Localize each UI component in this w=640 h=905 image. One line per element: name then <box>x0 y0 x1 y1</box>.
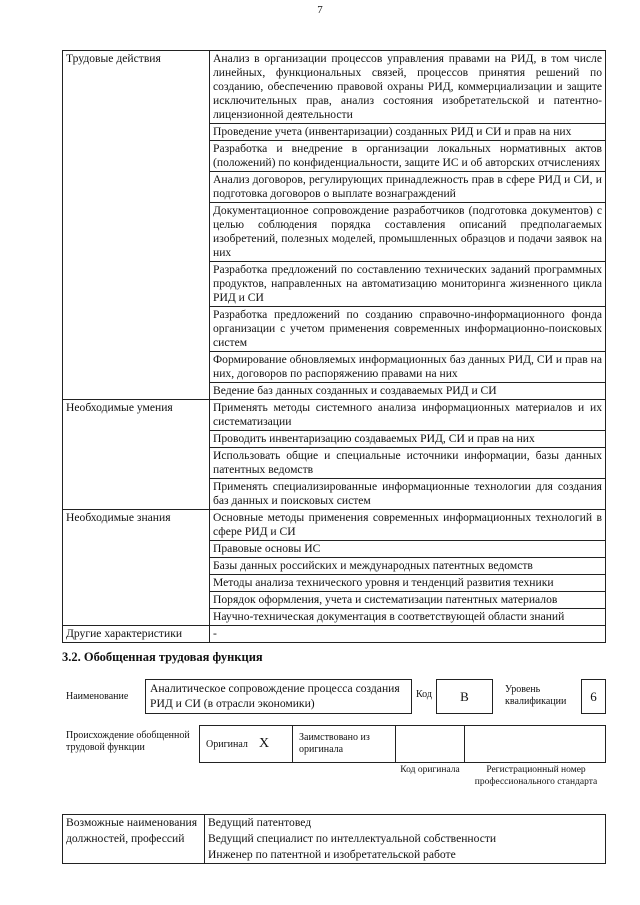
row-label-continuation <box>63 172 210 203</box>
row-value: Использовать общие и специальные источники информации, базы данных патентных ведомств <box>210 448 606 479</box>
row-value: Применять методы системного анализа информационных материалов и их систематизации <box>210 400 606 431</box>
origin-label: Происхождение обобщенной трудовой функции <box>66 730 190 753</box>
labor-function-table <box>62 50 606 643</box>
table-row <box>63 172 606 203</box>
table-row <box>63 448 606 479</box>
row-value: Разработка и внедрение в организации локальных нормативных актов (положений) по конфиденциальности, защите ИС и об авторских отчислениях <box>210 141 606 172</box>
section-title: 3.2. Обобщенная трудовая функция <box>62 650 263 664</box>
code-value: B <box>460 689 469 704</box>
table-row <box>63 558 606 575</box>
row-label-continuation <box>63 141 210 172</box>
code-original-caption: Код оригинала <box>400 765 460 775</box>
level-value: 6 <box>590 689 597 704</box>
position-item: Инженер по патентной и изобретательской работе <box>205 847 606 864</box>
row-label-continuation <box>63 203 210 262</box>
borrowed-label: Заимствовано из оригинала <box>299 732 370 755</box>
row-label: Трудовые действия <box>63 51 210 124</box>
original-label: Оригинал <box>206 739 248 750</box>
row-label-continuation <box>63 431 210 448</box>
table-row <box>63 307 606 352</box>
table-row <box>63 510 606 541</box>
original-box <box>199 725 293 763</box>
row-label-continuation <box>63 307 210 352</box>
table-row <box>63 609 606 626</box>
borrowed-box <box>292 725 396 763</box>
level-value-box <box>581 679 606 714</box>
row-label-continuation <box>63 609 210 626</box>
positions-table <box>62 814 606 864</box>
table-row <box>63 626 606 643</box>
table-row <box>63 124 606 141</box>
name-value-box <box>145 679 412 714</box>
original-mark: X <box>259 736 270 751</box>
row-value: Анализ договоров, регулирующих принадлежность прав в сфере РИД и СИ, и подготовка договоров о выплате вознаграждений <box>210 172 606 203</box>
reg-number-caption: Регистрационный номер профессионального стандарта <box>474 765 598 787</box>
row-label: Необходимые умения <box>63 400 210 431</box>
table-row <box>63 592 606 609</box>
row-value: Ведение баз данных созданных и создаваемых РИД и СИ <box>210 383 606 400</box>
row-label-continuation <box>63 575 210 592</box>
row-value: Проводить инвентаризацию создаваемых РИД, СИ и прав на них <box>210 431 606 448</box>
row-value: Базы данных российских и международных патентных ведомств <box>210 558 606 575</box>
positions-label: Возможные наименования должностей, профессий <box>63 815 205 864</box>
row-value: Методы анализа технического уровня и тенденций развития техники <box>210 575 606 592</box>
table-row <box>63 203 606 262</box>
row-value: Формирование обновляемых информационных баз данных РИД, СИ и прав на них, договоров по распоряжению правами на них <box>210 352 606 383</box>
row-value: Разработка предложений по составлению технических заданий программных продуктов, направленных на автоматизацию мониторинга жизненного цикла РИД и СИ <box>210 262 606 307</box>
row-value: Правовые основы ИС <box>210 541 606 558</box>
row-label-continuation <box>63 383 210 400</box>
table-row <box>63 431 606 448</box>
table-row <box>63 400 606 431</box>
position-item: Ведущий специалист по интеллектуальной собственности <box>205 831 606 847</box>
reg-number-box <box>464 725 606 763</box>
name-value: Аналитическое сопровождение процесса создания РИД и СИ (в отрасли экономики) <box>150 682 400 710</box>
row-value: Научно-техническая документация в соответствующей области знаний <box>210 609 606 626</box>
row-label-continuation <box>63 262 210 307</box>
row-label-continuation <box>63 479 210 510</box>
row-value: Документационное сопровождение разработчиков (подготовка документов) с целью соблюдения порядка составления описаний предполагаемых изобретений, полезных моделей, промышленных образцов и подачи заявок на них <box>210 203 606 262</box>
level-label: Уровень квалификации <box>505 684 567 707</box>
code-label: Код <box>416 689 432 700</box>
table-row <box>63 479 606 510</box>
row-value: - <box>210 626 606 643</box>
row-label-continuation <box>63 558 210 575</box>
row-value: Анализ в организации процессов управления правами на РИД, в том числе линейных, функциональных связей, процессов принятия решений по созданию, обеспечению правовой охраны РИД, коммерциализации и защите исключительных прав, анализ состояния изобретательской и патентно-лицензионной деятельности <box>210 51 606 124</box>
page-number: 7 <box>317 4 323 16</box>
name-label: Наименование <box>66 691 129 702</box>
row-label: Необходимые знания <box>63 510 210 541</box>
row-label: Другие характеристики <box>63 626 210 643</box>
table-row <box>63 541 606 558</box>
table-row <box>63 262 606 307</box>
row-value: Основные методы применения современных информационных технологий в сфере РИД и СИ <box>210 510 606 541</box>
code-original-box <box>395 725 465 763</box>
row-label-continuation <box>63 352 210 383</box>
position-item: Ведущий патентовед <box>205 815 606 832</box>
table-row <box>63 815 606 832</box>
table-row <box>63 383 606 400</box>
table-row <box>63 141 606 172</box>
table-row <box>63 51 606 124</box>
row-value: Порядок оформления, учета и систематизации патентных материалов <box>210 592 606 609</box>
row-value: Проведение учета (инвентаризации) созданных РИД и СИ и прав на них <box>210 124 606 141</box>
code-value-box <box>436 679 493 714</box>
row-label-continuation <box>63 448 210 479</box>
row-label-continuation <box>63 592 210 609</box>
table-row <box>63 575 606 592</box>
row-value: Применять специализированные информационные технологии для создания баз данных и поисковых систем <box>210 479 606 510</box>
row-label-continuation <box>63 124 210 141</box>
table-row <box>63 352 606 383</box>
row-value: Разработка предложений по созданию справочно-информационного фонда организации с учетом применения современных информационно-поисковых систем <box>210 307 606 352</box>
row-label-continuation <box>63 541 210 558</box>
